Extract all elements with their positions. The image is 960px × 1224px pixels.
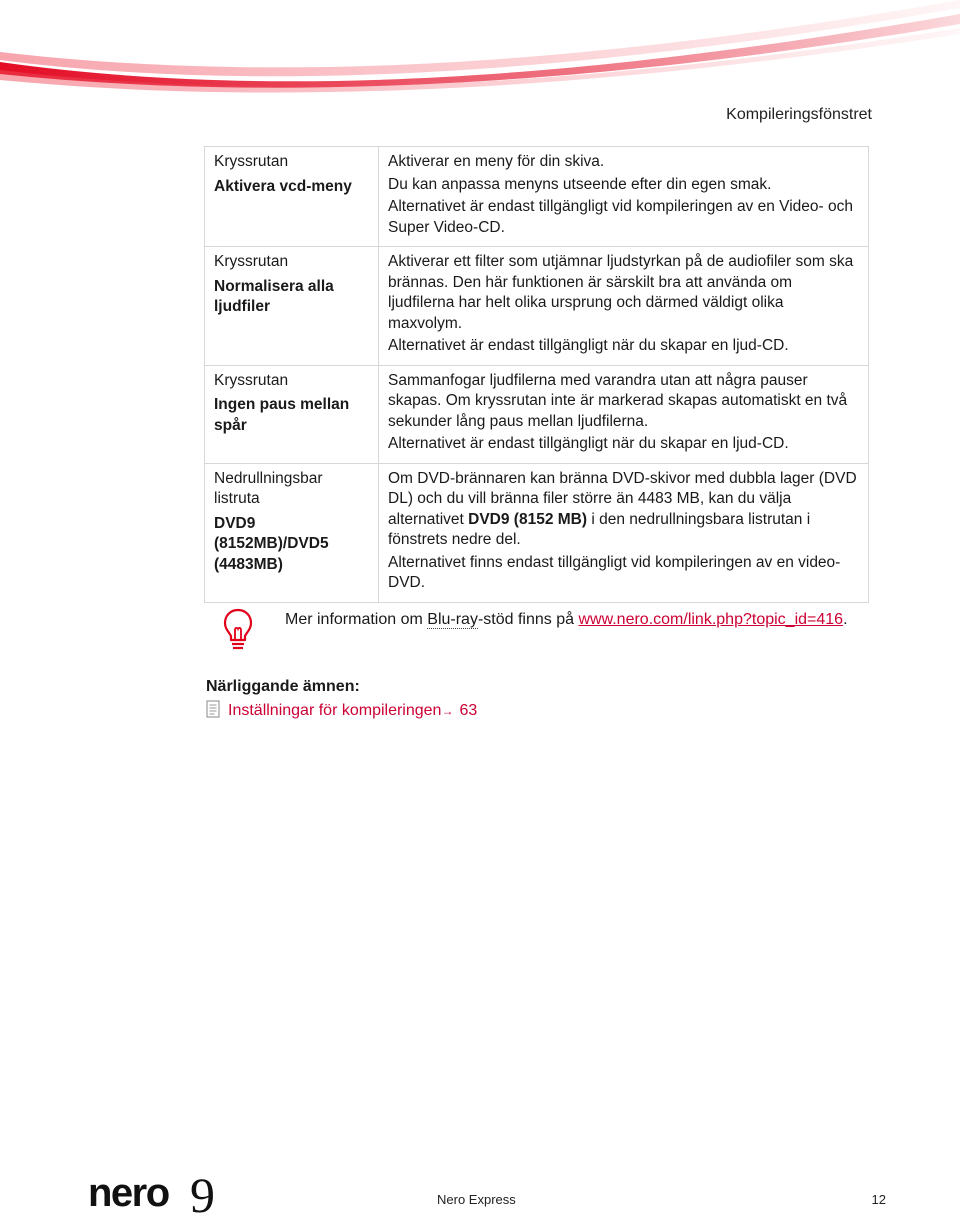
related-topic-page[interactable]: 63 xyxy=(459,702,478,719)
option-name: Aktivera vcd-meny xyxy=(214,177,352,195)
option-type-label: Kryssrutan xyxy=(214,371,289,389)
header-swoosh-graphic xyxy=(0,0,960,100)
option-type-label: Kryssrutan xyxy=(214,253,289,270)
table-row xyxy=(205,247,869,366)
document-icon xyxy=(206,700,220,718)
description-paragraph: Alternativet är endast tillgängligt när du skapar en ljud-CD. xyxy=(388,435,789,452)
option-term-cell xyxy=(205,365,379,463)
description-text: Om DVD-brännaren kan bränna DVD-skivor med dubbla lager (DVD DL) och du vill bränna filer större än 4483 MB, kan du välja alternativet xyxy=(388,469,857,528)
related-topics-heading: Närliggande ämnen: xyxy=(206,678,360,695)
option-term-cell xyxy=(205,247,379,366)
description-paragraph xyxy=(388,469,859,551)
description-paragraph: Aktiverar ett filter som utjämnar ljudstyrkan på de audiofiler som ska brännas. Den här funktionen är särskilt bra att använda om ljudfilerna har helt olika ursprung och därmed väldigt olika maxvolym. xyxy=(388,253,854,332)
table-row xyxy=(205,463,869,602)
option-description-cell xyxy=(379,247,869,366)
option-name: Normalisera alla ljudfiler xyxy=(214,277,334,315)
option-term-cell xyxy=(205,147,379,247)
info-note-text xyxy=(285,611,848,629)
description-paragraph: Alternativet finns endast tillgängligt vid kompileringen av en video-DVD. xyxy=(388,553,841,591)
nero-logo xyxy=(88,1170,228,1222)
option-description-cell xyxy=(379,463,869,602)
page-header-title: Kompileringsfönstret xyxy=(726,106,872,123)
description-paragraph: Sammanfogar ljudfilerna med varandra utan att några pauser skapas. Om kryssrutan inte är markerad skapas automatiskt en två sekunder lång paus mellan ljudfilerna. xyxy=(388,371,848,430)
footer-product-name: Nero Express xyxy=(437,1192,516,1207)
option-description-cell xyxy=(379,147,869,247)
note-text-part: . xyxy=(843,611,848,628)
footer-page-number: 12 xyxy=(871,1192,886,1207)
lightbulb-icon xyxy=(222,606,254,652)
description-text: i den nedrullningsbara listrutan i fönstrets nedre del. xyxy=(388,510,811,548)
options-table xyxy=(204,146,869,603)
option-term-cell xyxy=(205,463,379,602)
related-topic-link[interactable]: Inställningar för kompileringen xyxy=(228,702,442,719)
description-paragraph: Aktiverar en meny för din skiva. xyxy=(388,153,605,170)
option-value: DVD9 (8152MB)/DVD5 (4483MB) xyxy=(214,514,329,573)
option-type-label: Kryssrutan xyxy=(214,153,289,170)
option-value-inline: DVD9 (8152 MB) xyxy=(468,510,588,528)
option-description-cell xyxy=(379,365,869,463)
option-name: Ingen paus mellan spår xyxy=(214,396,350,434)
related-topic-item[interactable] xyxy=(206,700,477,720)
arrow-right-icon: → xyxy=(441,704,454,718)
table-row xyxy=(205,147,869,247)
description-paragraph: Alternativet är endast tillgängligt när du skapar en ljud-CD. xyxy=(388,337,789,354)
svg-text:9: 9 xyxy=(190,1170,215,1222)
nero-info-link[interactable]: www.nero.com/link.php?topic_id=416 xyxy=(578,611,844,628)
note-text-part: -stöd finns på xyxy=(477,611,579,628)
table-row xyxy=(205,365,869,463)
description-paragraph: Alternativet är endast tillgängligt vid kompileringen av en Video- och Super Video-CD. xyxy=(388,198,853,236)
description-paragraph: Du kan anpassa menyns utseende efter din egen smak. xyxy=(388,175,772,193)
svg-text:nero: nero xyxy=(88,1171,169,1215)
glossary-term-link[interactable]: Blu-ray xyxy=(427,611,478,628)
note-text-part: Mer information om xyxy=(285,611,428,628)
option-type-label: Nedrullningsbar listruta xyxy=(214,469,323,507)
